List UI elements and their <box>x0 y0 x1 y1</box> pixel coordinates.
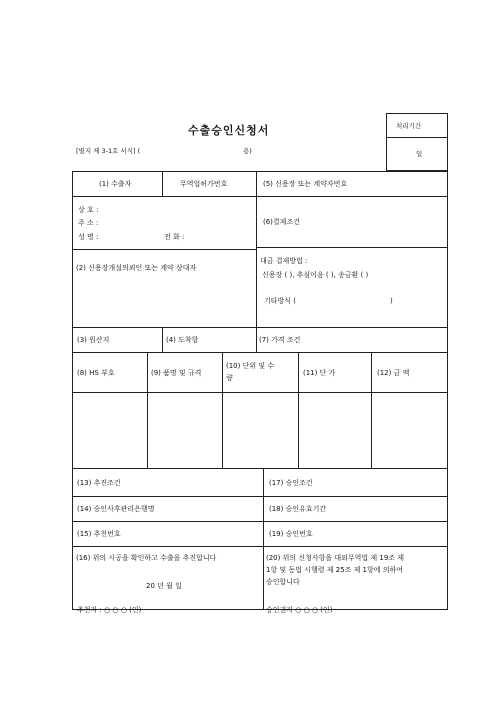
price-terms-label: (7) 가격 조건 <box>259 336 301 344</box>
destination-label: (4) 도착항 <box>166 336 199 344</box>
trade-license-no-label: 무역업허가번호 <box>180 180 228 188</box>
payment-method-label: 대금 결제방법 : <box>260 257 308 265</box>
person-name-label: 성 명 : <box>78 233 99 241</box>
post-approval-bank-label: (14) 승인사후관리은행명 <box>77 505 155 513</box>
origin-label: (3) 원산지 <box>77 336 110 344</box>
approval-text-2: 1항 및 동법 시행령 제 25조 제 1항에 의하여 <box>266 566 404 574</box>
phone-label: 전 화 : <box>164 233 185 241</box>
approval-text-3: 승인합니다 <box>266 578 300 586</box>
amount-header: (12) 금 액 <box>377 369 410 377</box>
unit-price-header: (11) 단 가 <box>303 369 336 377</box>
form-reference: [별지 제 3-1호 서식] ( <box>76 147 141 155</box>
recommender-signature: 추천자 : ○ ○ ○ (인) <box>77 606 142 614</box>
lc-contract-no-label: (5) 신용장 또는 계약자번호 <box>263 180 348 188</box>
address-label: 주 소 : <box>78 219 99 227</box>
item-spec-header: (9) 품명 및 규격 <box>151 369 202 377</box>
approval-validity-label: (18) 승인유효기간 <box>269 505 327 513</box>
approval-text-1: (20) 위의 신청사항을 대외무역법 제 19조 제 <box>266 554 405 562</box>
company-name-label: 상 호 : <box>78 206 99 214</box>
approval-terms-label: (17) 승인조건 <box>269 479 313 487</box>
other-method-label: 기타방식 ( <box>264 297 297 305</box>
date-line: 20 년 월 일 <box>146 582 182 590</box>
application-form-table <box>72 171 448 610</box>
processing-period-label: 처리기간 <box>396 122 422 130</box>
recommend-no-label: (15) 추천번호 <box>77 530 121 538</box>
approval-no-label: (19) 승인번호 <box>269 530 313 538</box>
confirmation-text: (16) 위의 시공을 확인하고 수출을 추진합니다 <box>76 554 217 562</box>
exporter-label: (1) 수출자 <box>99 180 132 188</box>
settlement-terms-label: (6)결제조건 <box>263 218 300 226</box>
approver-signature: 승인권자 ○ ○ ○ (인) <box>266 606 333 614</box>
other-method-close: ) <box>390 297 393 305</box>
form-title: 수출승인신청서 <box>188 124 270 137</box>
processing-period-value: 일 <box>416 150 423 158</box>
recommend-terms-label: (13) 추진조건 <box>77 479 121 487</box>
form-reference-suffix: 용) <box>243 147 252 155</box>
unit-qty-header-2: 량 <box>226 374 233 382</box>
hs-code-header: (8) HS 부호 <box>77 369 115 377</box>
payment-options: 신용장 ( ), 추심어음 ( ), 송금환 ( ) <box>262 271 369 279</box>
counterparty-label: (2) 신용장개설의뢰인 또는 계약 상대자 <box>76 264 197 272</box>
unit-qty-header-1: (10) 단위 및 수 <box>226 362 275 370</box>
